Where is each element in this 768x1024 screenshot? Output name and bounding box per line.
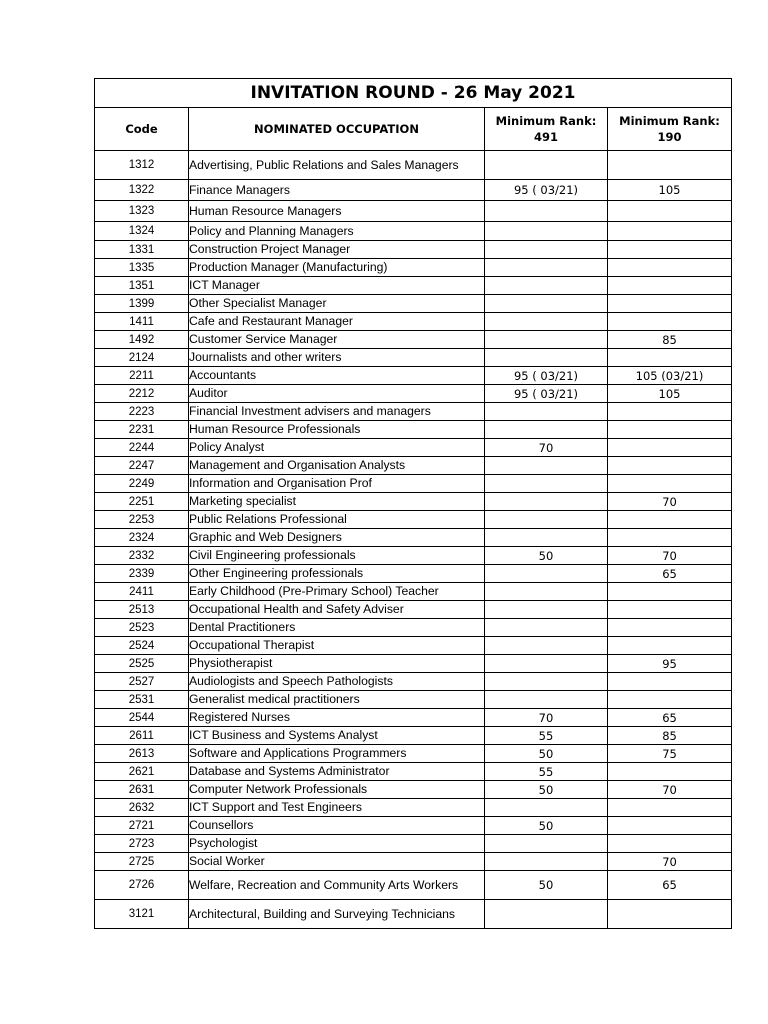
rank-491-cell: 50: [485, 781, 608, 799]
code-cell: 2525: [95, 655, 189, 673]
occupation-cell: Advertising, Public Relations and Sales Managers: [189, 151, 485, 180]
occupation-cell: Accountants: [189, 367, 485, 385]
rank-491-cell: 95 ( 03/21): [485, 180, 608, 201]
occupation-cell: Human Resource Managers: [189, 201, 485, 222]
table-row: [95, 277, 732, 295]
rank-190-cell: [608, 421, 732, 439]
code-cell: 2613: [95, 745, 189, 763]
code-cell: 2332: [95, 547, 189, 565]
rank-491-cell: [485, 277, 608, 295]
rank-190-cell: 70: [608, 853, 732, 871]
table-row: [95, 241, 732, 259]
code-cell: 2631: [95, 781, 189, 799]
rank-491-cell: [485, 511, 608, 529]
table-row: [95, 727, 732, 745]
code-cell: 2725: [95, 853, 189, 871]
rank-491-cell: 70: [485, 439, 608, 457]
rank-491-cell: 50: [485, 745, 608, 763]
code-cell: 2611: [95, 727, 189, 745]
occupation-cell: Occupational Health and Safety Adviser: [189, 601, 485, 619]
occupation-cell: Construction Project Manager: [189, 241, 485, 259]
rank-190-cell: 75: [608, 745, 732, 763]
code-cell: 2339: [95, 565, 189, 583]
table-row: [95, 709, 732, 727]
rank-190-cell: [608, 222, 732, 241]
occupation-cell: Database and Systems Administrator: [189, 763, 485, 781]
code-cell: 1399: [95, 295, 189, 313]
occupation-cell: Generalist medical practitioners: [189, 691, 485, 709]
rank-190-cell: [608, 637, 732, 655]
code-cell: 2247: [95, 457, 189, 475]
occupation-cell: Civil Engineering professionals: [189, 547, 485, 565]
rank-491-cell: [485, 565, 608, 583]
rank-491-cell: [485, 201, 608, 222]
rank-190-cell: 65: [608, 565, 732, 583]
rank-491-cell: 55: [485, 727, 608, 745]
rank-190-cell: 105: [608, 385, 732, 403]
rank-491-cell: [485, 601, 608, 619]
rank-190-cell: 85: [608, 331, 732, 349]
rank-491-cell: 95 ( 03/21): [485, 367, 608, 385]
code-cell: 2513: [95, 601, 189, 619]
occupation-cell: Dental Practitioners: [189, 619, 485, 637]
code-cell: 1322: [95, 180, 189, 201]
rank-190-cell: [608, 511, 732, 529]
rank-190-cell: [608, 457, 732, 475]
table-row: [95, 493, 732, 511]
code-cell: 2723: [95, 835, 189, 853]
title-row: [95, 79, 732, 108]
table-row: [95, 349, 732, 367]
table-row: [95, 900, 732, 929]
rank-190-cell: [608, 241, 732, 259]
rank-491-cell: [485, 493, 608, 511]
occupation-cell: Other Engineering professionals: [189, 565, 485, 583]
occupation-cell: Auditor: [189, 385, 485, 403]
occupation-cell: Early Childhood (Pre-Primary School) Teacher: [189, 583, 485, 601]
occupation-cell: Counsellors: [189, 817, 485, 835]
occupation-cell: Policy and Planning Managers: [189, 222, 485, 241]
rank-491-cell: [485, 619, 608, 637]
rank-190-cell: [608, 900, 732, 929]
occupation-cell: Computer Network Professionals: [189, 781, 485, 799]
occupation-cell: Psychologist: [189, 835, 485, 853]
rank-190-cell: [608, 277, 732, 295]
rank-491-column-header: [485, 108, 608, 151]
table-row: [95, 745, 732, 763]
rank-491-cell: [485, 673, 608, 691]
rank-190-cell: 70: [608, 781, 732, 799]
rank-190-cell: 65: [608, 871, 732, 900]
rank-190-cell: [608, 349, 732, 367]
table-row: [95, 313, 732, 331]
code-cell: 1335: [95, 259, 189, 277]
occupation-cell: Occupational Therapist: [189, 637, 485, 655]
table-row: [95, 799, 732, 817]
header-row: [95, 108, 732, 151]
table-row: [95, 547, 732, 565]
rank-491-cell: 95 ( 03/21): [485, 385, 608, 403]
rank-190-cell: [608, 619, 732, 637]
rank-491-cell: 70: [485, 709, 608, 727]
rank-190-cell: 105 (03/21): [608, 367, 732, 385]
code-cell: 2527: [95, 673, 189, 691]
rank-190-cell: [608, 817, 732, 835]
rank-190-cell: [608, 439, 732, 457]
code-cell: 2411: [95, 583, 189, 601]
code-cell: 2223: [95, 403, 189, 421]
code-cell: 2212: [95, 385, 189, 403]
table-row: [95, 222, 732, 241]
rank-190-cell: [608, 259, 732, 277]
occupation-cell: Marketing specialist: [189, 493, 485, 511]
occupation-cell: ICT Support and Test Engineers: [189, 799, 485, 817]
rank-190-cell: [608, 583, 732, 601]
rank-190-cell: [608, 673, 732, 691]
code-cell: 2231: [95, 421, 189, 439]
table-row: [95, 151, 732, 180]
occupation-cell: Public Relations Professional: [189, 511, 485, 529]
rank-491-cell: [485, 637, 608, 655]
rank-491-cell: [485, 475, 608, 493]
rank-491-cell: [485, 349, 608, 367]
rank-491-cell: [485, 529, 608, 547]
rank-491-header-label: Minimum Rank:: [495, 114, 597, 128]
rank-491-cell: [485, 151, 608, 180]
rank-491-cell: [485, 313, 608, 331]
occupation-cell: ICT Manager: [189, 277, 485, 295]
rank-491-cell: [485, 295, 608, 313]
table-row: [95, 637, 732, 655]
rank-491-cell: [485, 835, 608, 853]
rank-491-cell: [485, 900, 608, 929]
occupation-cell: ICT Business and Systems Analyst: [189, 727, 485, 745]
table-row: [95, 511, 732, 529]
table-row: [95, 180, 732, 201]
rank-190-cell: [608, 403, 732, 421]
table-row: [95, 565, 732, 583]
table-row: [95, 835, 732, 853]
table-row: [95, 295, 732, 313]
rank-491-cell: [485, 222, 608, 241]
table-row: [95, 619, 732, 637]
occupation-column-header: NOMINATED OCCUPATION: [189, 108, 485, 151]
code-cell: 2524: [95, 637, 189, 655]
occupation-cell: Software and Applications Programmers: [189, 745, 485, 763]
occupation-cell: Welfare, Recreation and Community Arts Workers: [189, 871, 485, 900]
code-cell: 2124: [95, 349, 189, 367]
code-cell: 2324: [95, 529, 189, 547]
table-row: [95, 457, 732, 475]
table-row: [95, 655, 732, 673]
table-row: [95, 763, 732, 781]
rank-190-cell: [608, 799, 732, 817]
rank-491-header-visa: 491: [533, 130, 558, 144]
code-cell: 2253: [95, 511, 189, 529]
table-row: [95, 421, 732, 439]
rank-190-cell: 65: [608, 709, 732, 727]
table-row: [95, 475, 732, 493]
rank-491-cell: 50: [485, 871, 608, 900]
table-title: INVITATION ROUND - 26 May 2021: [95, 79, 732, 108]
table-row: [95, 583, 732, 601]
table-row: [95, 673, 732, 691]
code-cell: 1323: [95, 201, 189, 222]
table-row: [95, 403, 732, 421]
occupation-cell: Finance Managers: [189, 180, 485, 201]
invitation-round-table: [94, 78, 732, 929]
code-cell: 2544: [95, 709, 189, 727]
rank-491-cell: [485, 799, 608, 817]
table-row: [95, 259, 732, 277]
code-cell: 2251: [95, 493, 189, 511]
occupation-cell: Financial Investment advisers and managers: [189, 403, 485, 421]
table-row: [95, 781, 732, 799]
table-row: [95, 871, 732, 900]
table-row: [95, 529, 732, 547]
rank-190-column-header: [608, 108, 732, 151]
rank-491-cell: [485, 241, 608, 259]
rank-190-cell: 70: [608, 493, 732, 511]
rank-491-cell: [485, 421, 608, 439]
occupation-cell: Management and Organisation Analysts: [189, 457, 485, 475]
code-cell: 2244: [95, 439, 189, 457]
occupation-cell: Journalists and other writers: [189, 349, 485, 367]
rank-491-cell: [485, 457, 608, 475]
table-row: [95, 691, 732, 709]
table-row: [95, 331, 732, 349]
occupation-cell: Other Specialist Manager: [189, 295, 485, 313]
occupation-cell: Information and Organisation Prof: [189, 475, 485, 493]
code-cell: 3121: [95, 900, 189, 929]
rank-491-cell: [485, 259, 608, 277]
code-cell: 2211: [95, 367, 189, 385]
rank-491-cell: [485, 403, 608, 421]
rank-190-cell: [608, 601, 732, 619]
code-cell: 2523: [95, 619, 189, 637]
code-cell: 2531: [95, 691, 189, 709]
rank-190-cell: 95: [608, 655, 732, 673]
code-cell: 2726: [95, 871, 189, 900]
code-cell: 2721: [95, 817, 189, 835]
table-row: [95, 601, 732, 619]
code-cell: 1492: [95, 331, 189, 349]
rank-190-cell: [608, 691, 732, 709]
occupation-cell: Human Resource Professionals: [189, 421, 485, 439]
table-row: [95, 817, 732, 835]
rank-190-cell: [608, 295, 732, 313]
occupation-cell: Cafe and Restaurant Manager: [189, 313, 485, 331]
rank-491-cell: [485, 331, 608, 349]
occupation-cell: Customer Service Manager: [189, 331, 485, 349]
rank-190-cell: [608, 835, 732, 853]
occupation-cell: Policy Analyst: [189, 439, 485, 457]
table-row: [95, 201, 732, 222]
rank-190-header-visa: 190: [657, 130, 682, 144]
occupation-cell: Production Manager (Manufacturing): [189, 259, 485, 277]
rank-190-cell: [608, 475, 732, 493]
rank-190-cell: [608, 151, 732, 180]
rank-491-cell: 50: [485, 547, 608, 565]
code-cell: 2621: [95, 763, 189, 781]
occupation-cell: Registered Nurses: [189, 709, 485, 727]
rank-190-cell: 70: [608, 547, 732, 565]
rank-190-cell: 105: [608, 180, 732, 201]
occupation-cell: Physiotherapist: [189, 655, 485, 673]
rank-491-cell: [485, 691, 608, 709]
table-row: [95, 385, 732, 403]
occupation-cell: Architectural, Building and Surveying Technicians: [189, 900, 485, 929]
rank-190-cell: [608, 313, 732, 331]
table-row: [95, 853, 732, 871]
occupation-cell: Graphic and Web Designers: [189, 529, 485, 547]
table-row: [95, 367, 732, 385]
rank-491-cell: [485, 853, 608, 871]
rank-190-cell: [608, 201, 732, 222]
code-cell: 1312: [95, 151, 189, 180]
table-row: [95, 439, 732, 457]
rank-190-header-label: Minimum Rank:: [619, 114, 720, 128]
occupation-cell: Audiologists and Speech Pathologists: [189, 673, 485, 691]
rank-491-cell: [485, 583, 608, 601]
code-cell: 1351: [95, 277, 189, 295]
code-cell: 1411: [95, 313, 189, 331]
code-cell: 1331: [95, 241, 189, 259]
code-cell: 1324: [95, 222, 189, 241]
code-column-header: Code: [95, 108, 189, 151]
rank-190-cell: [608, 529, 732, 547]
code-cell: 2632: [95, 799, 189, 817]
rank-491-cell: 55: [485, 763, 608, 781]
rank-491-cell: 50: [485, 817, 608, 835]
rank-190-cell: [608, 763, 732, 781]
rank-491-cell: [485, 655, 608, 673]
occupation-cell: Social Worker: [189, 853, 485, 871]
rank-190-cell: 85: [608, 727, 732, 745]
code-cell: 2249: [95, 475, 189, 493]
